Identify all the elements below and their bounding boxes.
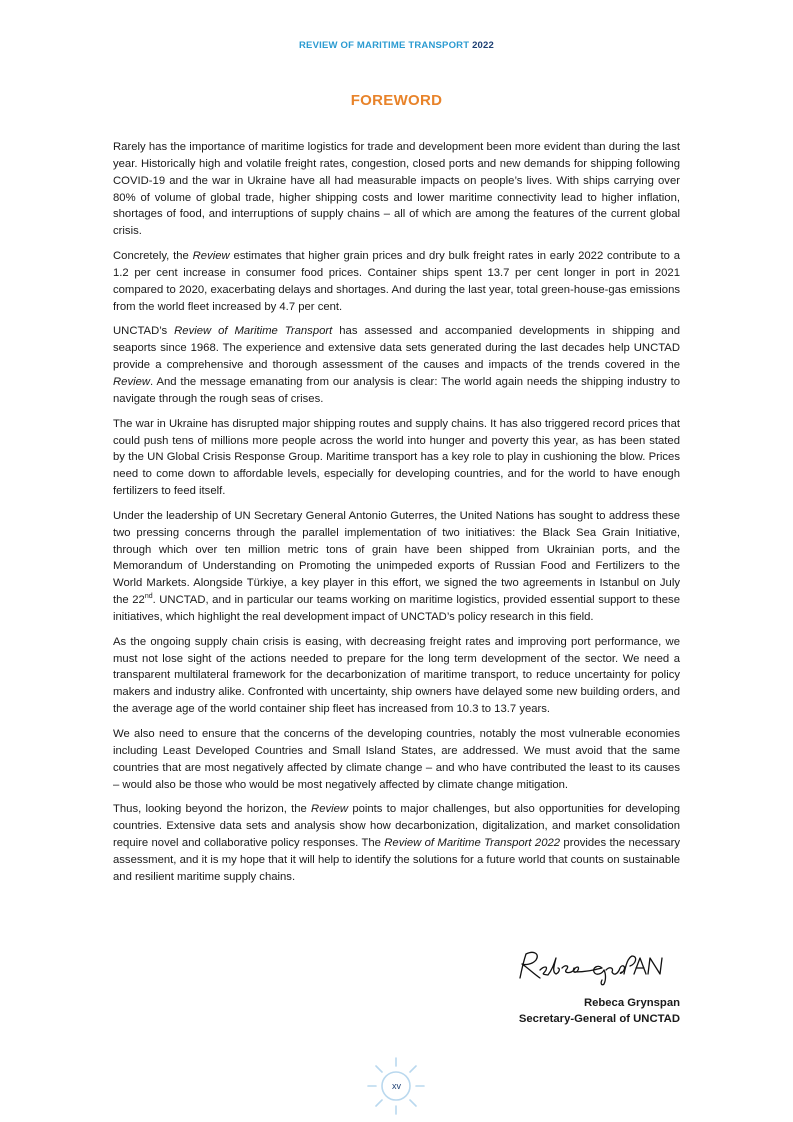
running-header xyxy=(0,40,793,51)
header-year: 2022 xyxy=(472,40,495,51)
page-title: FOREWORD xyxy=(350,92,443,109)
paragraph-4: The war in Ukraine has disrupted major shipping routes and supply chains. It has also triggered record prices that could push tens of millions more people across the world into hunger and poverty this year, as has been stated by the UN Global Crisis Response Group. Maritime transport has a key role to play in cushioning the blow. Prices need to come down to affordable levels, especially for developing countries, and for the world to have enough fertilizers to feed itself. xyxy=(113,417,680,498)
paragraph-1: Rarely has the importance of maritime logistics for trade and development been more evident than during the last year. Historically high and volatile freight rates, congestion, closed ports and new demands for shipping following COVID-19 and the war in Ukraine have all had measurable impacts on people’s lives. With ships carrying over 80% of volume of global trade, higher shipping costs and lower maritime connectivity lead to higher inflation, shortages of food, and interruptions of supply chains – all of which are among the features of the current global crisis. xyxy=(113,141,680,238)
paragraph-3: UNCTAD’s Review of Maritime Transport has assessed and accompanied developments in shipping and seaports since 1968. The experience and extensive data sets generated during the last decades help UNCTAD provide a comprehensive and thorough assessment of the causes and impacts of the trends covered in the Review. And the message emanating from our analysis is clear: The world again needs the shipping industry to navigate through the rough seas of crises. xyxy=(113,325,680,405)
paragraph-8: Thus, looking beyond the horizon, the Review points to major challenges, but also opportunities for developing countries. Extensive data sets and analysis show how decarbonization, digitalization, and market consolidation require novel and collaborative policy responses. The Review of Maritime Transport 2022 provides the necessary assessment, and it is my hope that it will help to identify the solutions for a future world that counts on sustainable and resilient maritime supply chains. xyxy=(113,803,680,883)
paragraph-7: We also need to ensure that the concerns of the developing countries, notably the most vulnerable economies including Least Developed Countries and Small Island States, are addressed. We must avoid that the same countries that are most negatively affected by climate change – and who have contributed the least to its causes – would also be those who would be most negatively affected by climate change mitigation. xyxy=(113,728,680,791)
handwritten-signature xyxy=(514,948,666,986)
paragraph-5: Under the leadership of UN Secretary General Antonio Guterres, the United Nations has sought to address these two pressing concerns through the parallel implementation of two initiatives: the Black Sea Grain Initiative, through which over ten million metric tons of grain have been shipped from Ukrainian ports, and the Memorandum of Understanding on Promoting the unimpeded exports of Russian Food and Fertilizers to the World Markets. Alongside Türkiye, a key player in this effort, we signed the two agreements in Istanbul on July the 22nd. UNCTAD, and in particular our teams working on maritime logistics, provided essential support to these initiatives, which highlight the real development impact of UNCTAD’s policy research in this field. xyxy=(113,509,680,623)
signatory-role: Secretary-General of UNCTAD xyxy=(518,1012,680,1025)
paragraph-6: As the ongoing supply chain crisis is easing, with decreasing freight rates and improving port performance, we must not lose sight of the actions needed to prepare for the long term development of the sector. We need a transparent multilateral framework for the decarbonization of maritime transport, to reduce uncertainty for policy makers and industry alike. Confronted with uncertainty, ship owners have delayed some new building orders, and the average age of the world container ship fleet has increased from 10.3 to 13.7 years. xyxy=(113,635,680,716)
paragraph-2: Concretely, the Review estimates that higher grain prices and dry bulk freight rates in early 2022 contribute to a 1.2 per cent increase in consumer food prices. Container ships spent 13.7 per cent longer in port in 2021 compared to 2020, exacerbating delays and shortages. And during the last year, total green-house-gas emissions from the world fleet increased by 4.7 per cent. xyxy=(113,250,680,313)
signatory-name: Rebeca Grynspan xyxy=(583,997,680,1009)
header-title: REVIEW OF MARITIME TRANSPORT xyxy=(298,40,470,51)
signatory-block xyxy=(519,996,680,1027)
page-number: xv xyxy=(392,1081,401,1091)
foreword-body xyxy=(113,139,680,894)
